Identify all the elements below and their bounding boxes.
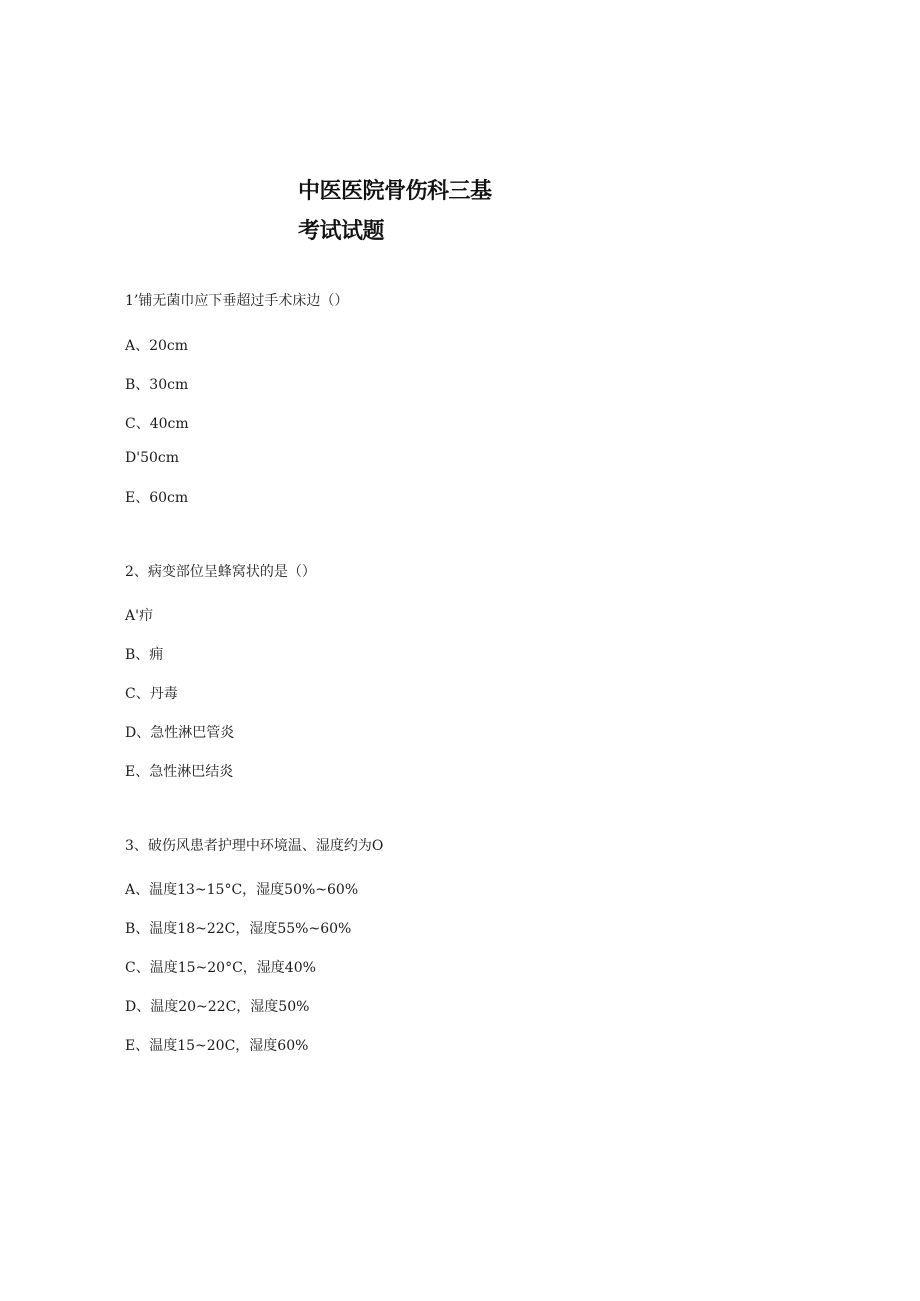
document-title: 中医医院骨伤科三基: [298, 179, 492, 204]
option-item: D、温度20~22C，湿度50%: [125, 999, 310, 1015]
question-stem: 2、病变部位呈蜂窝状的是（）: [125, 564, 316, 580]
option-item: C、丹毒: [125, 686, 178, 702]
option-item: D'50cm: [125, 450, 180, 466]
option-item: E、60cm: [125, 490, 189, 506]
option-item: C、温度15~20°C，湿度40%: [125, 960, 316, 976]
question-stem: 3、破伤风患者护理中环境温、湿度约为O: [125, 838, 384, 854]
option-item: D、急性淋巴管炎: [125, 725, 235, 741]
option-item: C、40cm: [125, 416, 189, 432]
option-item: A'疖: [125, 608, 153, 624]
option-item: B、30cm: [125, 377, 189, 393]
option-item: B、痈: [125, 647, 164, 663]
option-item: B、温度18~22C，湿度55%~60%: [125, 921, 352, 937]
option-item: A、温度13~15°C，湿度50%~60%: [125, 882, 359, 898]
option-item: A、20cm: [125, 338, 189, 354]
option-item: E、温度15~20C，湿度60%: [125, 1038, 309, 1054]
question-stem: 1’铺无菌巾应下垂超过手术床边（）: [125, 293, 349, 309]
option-item: E、急性淋巴结炎: [125, 764, 234, 780]
document-title-line-2: 考试试题: [298, 219, 385, 244]
